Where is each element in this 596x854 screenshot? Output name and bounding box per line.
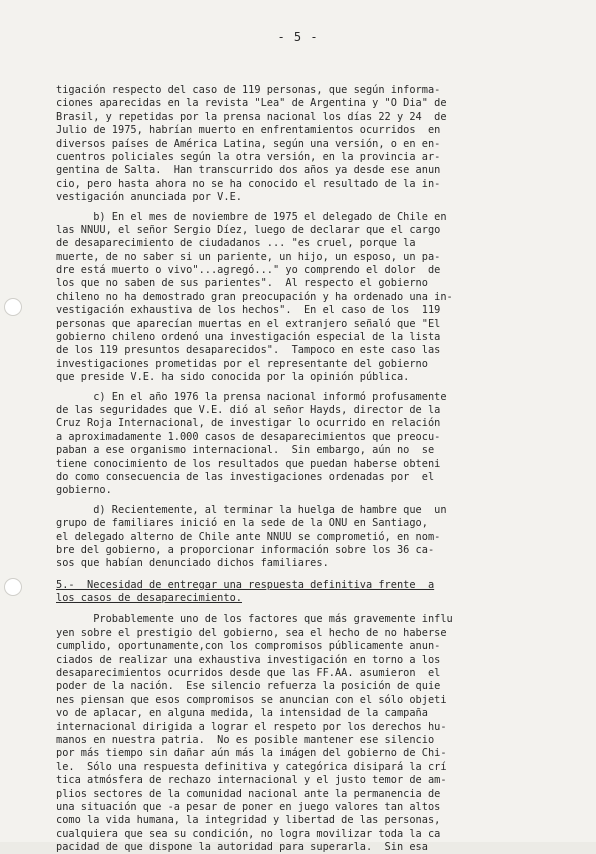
text-line: c) En el año 1976 la prensa nacional informó profusamente — [56, 390, 447, 403]
text-line: los que no saben de sus parientes". Al respecto el gobierno — [56, 277, 428, 290]
text-line: manos en nuestra patria. No es posible mantener ese silencio — [56, 733, 435, 746]
text-line: investigaciones prometidas por el representante del gobierno — [56, 357, 428, 370]
text-line: Brasil, y repetidas por la prensa nacional los días 22 y 24 de — [56, 110, 447, 123]
text-line: cumplido, oportunamente,con los compromisos públicamente anun- — [56, 640, 441, 653]
text-line: vestigación exhaustiva de los hechos". En el caso de los 119 — [56, 304, 441, 317]
text-line: chileno no ha demostrado gran preocupación y ha ordenado una in- — [56, 290, 453, 303]
text-line: bre del gobierno, a proporcionar información sobre los 36 ca- — [56, 543, 435, 556]
text-line: cualquiera que sea su condición, no logra movilizar toda la ca — [56, 827, 441, 840]
text-line: gentina de Salta. Han transcurrido dos años ya desde ese anun — [56, 164, 441, 177]
paragraph — [56, 613, 524, 854]
text-line: plios sectores de la comunidad nacional ante la permanencia de — [56, 787, 441, 800]
text-line: una situación que -a pesar de poner en juego valores tan altos — [56, 800, 441, 813]
text-line: vestigación anunciada por V.E. — [56, 191, 242, 204]
text-line: internacional dirigida a lograr el respeto por los derechos hu- — [56, 720, 447, 733]
text-line: gobierno chileno ordenó una investigación especial de la lista — [56, 331, 441, 344]
page-number: - 5 - — [277, 30, 319, 44]
paragraph — [56, 211, 524, 385]
text-line: diversos países de América Latina, según una versión, o en en- — [56, 137, 441, 150]
heading-line: 5.- Necesidad de entregar una respuesta definitiva frente a — [56, 578, 435, 591]
text-line: yen sobre el prestigio del gobierno, sea el hecho de no haberse — [56, 626, 447, 639]
text-line: do como consecuencia de las investigaciones ordenadas por el — [56, 470, 435, 483]
text-line: le. Sólo una respuesta definitiva y categórica disipará la crí — [56, 760, 447, 773]
text-line: pacidad de que dispone la autoridad para superarla. Sin esa — [56, 841, 428, 854]
text-line: vo de aplacar, en alguna medida, la intensidad de la campaña — [56, 707, 428, 720]
text-line: Julio de 1975, habrían muerto en enfrentamientos ocurridos en — [56, 124, 441, 137]
text-line: paban a ese organismo internacional. Sin embargo, aún no se — [56, 444, 435, 457]
text-line: desaparecimientos ocurridos desde que las FF.AA. asumieron el — [56, 667, 441, 680]
text-line: b) En el mes de noviembre de 1975 el delegado de Chile en — [56, 210, 447, 223]
text-line: tiene conocimiento de los resultados que puedan haberse obteni — [56, 457, 441, 470]
text-line: las NNUU, el señor Sergio Díez, luego de declarar que el cargo — [56, 223, 441, 236]
paragraph — [56, 504, 524, 571]
text-line: Cruz Roja Internacional, de investigar lo ocurrido en relación — [56, 417, 441, 430]
text-line: personas que aparecían muertas en el extranjero señaló que "El — [56, 317, 441, 330]
text-line: cio, pero hasta ahora no se ha conocido el resultado de la in- — [56, 177, 441, 190]
text-line: ciados de realizar una exhaustiva investigación en torno a los — [56, 653, 441, 666]
text-line: por más tiempo sin dañar aún más la imágen del gobierno de Chi- — [56, 747, 447, 760]
text-line: grupo de familiares inició en la sede de la ONU en Santiago, — [56, 517, 428, 530]
text-line: dre está muerto o vivo"...agregó..." yo comprendo el dolor de — [56, 264, 441, 277]
text-line: de desaparecimiento de ciudadanos ... "es cruel, porque la — [56, 237, 416, 250]
text-line: que preside V.E. ha sido conocida por la opinión pública. — [56, 371, 410, 384]
text-line: de los 119 presuntos desaparecidos". Tampoco en este caso las — [56, 344, 441, 357]
heading-line: los casos de desaparecimiento. — [56, 592, 242, 605]
text-line: a aproximadamente 1.000 casos de desaparecimientos que preocu- — [56, 430, 441, 443]
punch-hole — [4, 578, 22, 596]
text-line: Probablemente uno de los factores que más gravemente influ — [56, 613, 453, 626]
section-heading — [56, 579, 524, 606]
text-line: nes piensan que esos compromisos se anuncian con el sólo objeti — [56, 693, 447, 706]
paragraph — [56, 391, 524, 498]
text-line: gobierno. — [56, 484, 112, 497]
text-line: cuentros policiales según la otra versión, en la provincia ar- — [56, 150, 441, 163]
paragraph — [56, 84, 524, 205]
text-line: tigación respecto del caso de 119 personas, que según informa- — [56, 84, 441, 96]
text-line: ciones aparecidas en la revista "Lea" de Argentina y "O Dia" de — [56, 97, 447, 110]
text-line: el delegado alterno de Chile ante NNUU se comprometió, en nom- — [56, 530, 441, 543]
punch-hole — [4, 298, 22, 316]
text-line: muerte, de no saber si un pariente, un hijo, un esposo, un pa- — [56, 250, 441, 263]
text-line: como la vida humana, la integridad y libertad de las personas, — [56, 814, 441, 827]
document-body — [56, 84, 524, 854]
text-line: tica atmósfera de rechazo internacional y el justo temor de am- — [56, 774, 447, 787]
text-line: d) Recientemente, al terminar la huelga de hambre que un — [56, 503, 447, 516]
text-line: de las seguridades que V.E. dió al señor Hayds, director de la — [56, 403, 441, 416]
text-line: sos que habían denunciado dichos familiares. — [56, 557, 329, 570]
text-line: poder de la nación. Ese silencio refuerza la posición de quie — [56, 680, 441, 693]
